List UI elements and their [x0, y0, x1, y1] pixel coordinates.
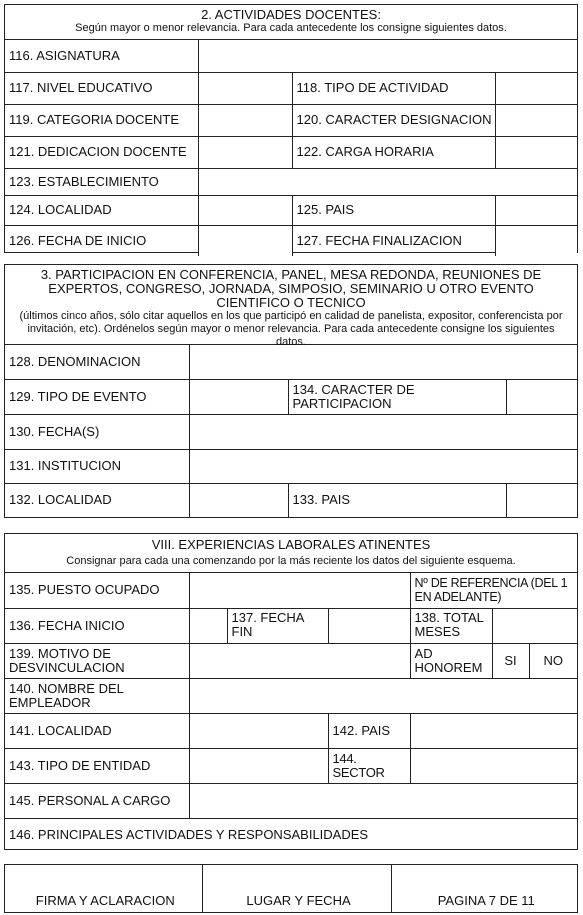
firma-aclaracion-box[interactable]: FIRMA Y ACLARACION [5, 865, 202, 912]
label-establecimiento: 123. ESTABLECIMIENTO [5, 168, 198, 195]
fechas-field[interactable] [189, 414, 577, 449]
nivel-educativo-field[interactable] [198, 72, 292, 104]
label-puesto-ocupado: 135. PUESTO OCUPADO [5, 573, 189, 608]
label-pais: 133. PAIS [288, 483, 506, 517]
signature-footer [4, 864, 578, 913]
localidad-field[interactable] [189, 713, 328, 748]
fecha-inicio-field[interactable] [198, 225, 292, 256]
localidad-field[interactable] [189, 483, 288, 517]
section-header [5, 5, 577, 40]
label-tipo-entidad: 143. TIPO DE ENTIDAD [5, 748, 189, 783]
label-asignatura: 116. ASIGNATURA [5, 40, 198, 72]
section-header [5, 534, 577, 573]
establecimiento-field[interactable] [198, 168, 577, 195]
ad-honorem-no-option[interactable]: NO [529, 643, 577, 678]
caracter-participacion-field[interactable] [506, 379, 577, 414]
dedicacion-docente-field[interactable] [198, 136, 292, 168]
institucion-field[interactable] [189, 449, 577, 483]
sector-field[interactable] [410, 748, 577, 783]
section-header [5, 265, 577, 348]
section-title: 2. ACTIVIDADES DOCENTES: [201, 7, 381, 22]
asignatura-field[interactable] [198, 40, 577, 72]
caracter-designacion-field[interactable] [495, 104, 577, 136]
label-categoria-docente: 119. CATEGORIA DOCENTE [5, 104, 198, 136]
label-total-meses: 138. TOTAL MESES [410, 608, 492, 643]
pais-field[interactable] [410, 713, 577, 748]
label-fechas: 130. FECHA(S) [5, 414, 189, 449]
label-localidad: 132. LOCALIDAD [5, 483, 189, 517]
puesto-ocupado-field[interactable] [189, 573, 410, 608]
fecha-finalizacion-field[interactable] [495, 225, 577, 256]
section-experiencias-laborales [4, 533, 578, 850]
label-numero-referencia: Nº DE REFERENCIA (DEL 1 EN ADELANTE) [410, 573, 577, 608]
label-motivo-desvinculacion: 139. MOTIVO DE DESVINCULACION [5, 643, 189, 678]
tipo-actividad-field[interactable] [495, 72, 577, 104]
label-carga-horaria: 122. CARGA HORARIA [292, 136, 495, 168]
section-subtitle: (últimos cinco años, sólo citar aquellos en los que participó en calidad de panelista, expositor, conferencista por invitación, etc). Ordénelos según mayor o menor relevancia. Para cada antecedente consigne los siguientes datos. [19, 310, 563, 348]
label-caracter-designacion: 120. CARACTER DESIGNACION [292, 104, 495, 136]
motivo-desvinculacion-field[interactable] [189, 643, 410, 678]
label-fecha-inicio: 136. FECHA INICIO [5, 608, 189, 643]
section-actividades-docentes [4, 4, 578, 253]
participacion-table [5, 345, 577, 517]
label-localidad: 141. LOCALIDAD [5, 713, 189, 748]
label-tipo-evento: 129. TIPO DE EVENTO [5, 379, 189, 414]
label-pais: 142. PAIS [328, 713, 410, 748]
label-tipo-actividad: 118. TIPO DE ACTIVIDAD [292, 72, 495, 104]
carga-horaria-field[interactable] [495, 136, 577, 168]
lugar-fecha-box[interactable]: LUGAR Y FECHA [202, 865, 391, 912]
label-fecha-fin: 137. FECHA FIN [227, 608, 328, 643]
tipo-entidad-field[interactable] [189, 748, 328, 783]
localidad-field[interactable] [198, 195, 292, 225]
section-subtitle: Consignar para cada una comenzando por la más reciente los datos del siguiente esquema. [66, 555, 516, 567]
personal-a-cargo-field[interactable] [189, 783, 577, 818]
denominacion-field[interactable] [189, 345, 577, 379]
pais-field[interactable] [495, 195, 577, 225]
fecha-inicio-field[interactable] [189, 608, 227, 643]
pais-field[interactable] [506, 483, 577, 517]
footer-table [5, 865, 577, 912]
label-localidad: 124. LOCALIDAD [5, 195, 198, 225]
label-fecha-finalizacion: 127. FECHA FINALIZACION [292, 225, 495, 256]
label-institucion: 131. INSTITUCION [5, 449, 189, 483]
label-personal-a-cargo: 145. PERSONAL A CARGO [5, 783, 189, 818]
categoria-docente-field[interactable] [198, 104, 292, 136]
fecha-fin-field[interactable] [328, 608, 410, 643]
label-dedicacion-docente: 121. DEDICACION DOCENTE [5, 136, 198, 168]
total-meses-field[interactable] [492, 608, 577, 643]
section-participacion-eventos [4, 264, 578, 518]
docentes-table [5, 40, 577, 256]
label-nombre-empleador: 140. NOMBRE DEL EMPLEADOR [5, 678, 189, 713]
section-subtitle: Según mayor o menor relevancia. Para cada antecedente los consigne siguientes datos. [75, 22, 507, 34]
label-pais: 125. PAIS [292, 195, 495, 225]
nombre-empleador-field[interactable] [189, 678, 577, 713]
section-title: VIII. EXPERIENCIAS LABORALES ATINENTES [151, 537, 431, 552]
label-sector: 144. SECTOR [328, 748, 410, 783]
ad-honorem-si-option[interactable]: SI [492, 643, 529, 678]
section-title: 3. PARTICIPACION EN CONFERENCIA, PANEL, MESA REDONDA, REUNIONES DE EXPERTOS, CONGRESO, JORNADA, SIMPOSIO, SEMINARIO U OTRO EVENTO CIENTIFICO O TECNICO [40, 267, 542, 310]
label-principales-actividades: 146. PRINCIPALES ACTIVIDADES Y RESPONSABILIDADES [5, 818, 577, 851]
tipo-evento-field[interactable] [189, 379, 288, 414]
label-denominacion: 128. DENOMINACION [5, 345, 189, 379]
label-caracter-participacion: 134. CARACTER DE PARTICIPACION [288, 379, 506, 414]
label-fecha-inicio: 126. FECHA DE INICIO [5, 225, 198, 256]
page-number: PAGINA 7 DE 11 [391, 865, 577, 912]
label-nivel-educativo: 117. NIVEL EDUCATIVO [5, 72, 198, 104]
experiencias-table [5, 573, 577, 851]
label-ad-honorem: AD HONOREM [410, 643, 492, 678]
